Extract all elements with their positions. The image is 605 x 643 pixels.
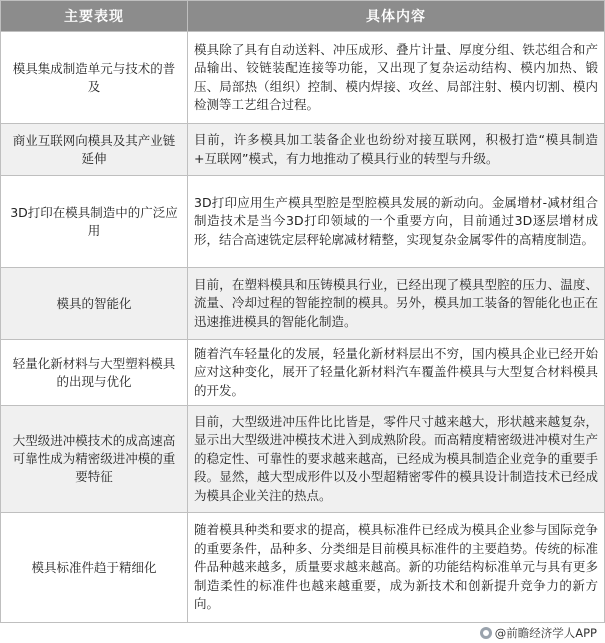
row-title: 3D打印在模具制造中的广泛应用 xyxy=(1,176,188,268)
table-row xyxy=(1,32,605,124)
table-header-row xyxy=(1,1,605,32)
row-content: 模具除了具有自动送料、冲压成形、叠片计量、厚度分组、铁芯组合和产品输出、铰链装配连接等功能，又出现了复杂运动结构、模内加热、锻压、局部热（组织）控制、模内焊接、攻丝、局部注射、模内切割、模内检测等工艺组合过程。 xyxy=(188,32,605,124)
source-text: @前瞻经济学人APP xyxy=(494,626,597,640)
row-content: 3D打印应用生产模具型腔是型腔模具发展的新动向。金属增材-减材组合制造技术是当今3D打印领域的一个重要方向，目前通过3D逐层增材成形，结合高速铣定层秤轮廓减材精整，实现复杂金属零件的高精度制造。 xyxy=(188,176,605,268)
row-title: 大型级进冲模技术的成高速高可靠性成为精密级进冲模的重要特征 xyxy=(1,406,188,513)
table-row xyxy=(1,513,605,623)
row-content: 目前，许多模具加工装备企业也纷纷对接互联网，积极打造“模具制造+互联网”模式，有力地推动了模具行业的转型与升级。 xyxy=(188,124,605,176)
qianzhan-logo-icon xyxy=(480,627,492,639)
row-title: 轻量化新材料与大型塑料模具的出现与优化 xyxy=(1,340,188,406)
row-title: 模具集成制造单元与技术的普及 xyxy=(1,32,188,124)
row-content: 随着汽车轻量化的发展，轻量化新材料层出不穷，国内模具企业已经开始应对这种变化，展开了轻量化新材料汽车覆盖件模具与大型复合材料模具的开发。 xyxy=(188,340,605,406)
table-row xyxy=(1,124,605,176)
row-content: 目前，在塑料模具和压铸模具行业，已经出现了模具型腔的压力、温度、流量、冷却过程的智能控制的模具。另外，模具加工装备的智能化也正在迅速推进模具的智能化制造。 xyxy=(188,268,605,340)
row-title: 商业互联网向模具及其产业链延伸 xyxy=(1,124,188,176)
row-title: 模具标准件趋于精细化 xyxy=(1,513,188,623)
table-row xyxy=(1,340,605,406)
table-row xyxy=(1,406,605,513)
row-content: 随着模具种类和要求的提高，模具标准件已经成为模具企业参与国际竞争的重要条件，品种多、分类细是目前模具标准件的主要趋势。传统的标准件品种越来越多，质量要求越来越高。新的功能结构标准单元与具有更多制造柔性的标准件也越来越重要，成为新技术和创新提升竞争力的新方向。 xyxy=(188,513,605,623)
table-row xyxy=(1,176,605,268)
row-content: 目前，大型级进冲压件比比皆是，零件尺寸越来越大，形状越来越复杂，显示出大型级进冲模技术进入到成熟阶段。而高精度精密级进冲模对生产的稳定性、可靠性的要求越来越高，已经成为模具制造企业竞争的重要手段。显然，越大型成形件以及小型超精密零件的模具设计制造技术已经成为模具企业关注的热点。 xyxy=(188,406,605,513)
header-col-main: 主要表现 xyxy=(1,1,188,32)
table-row xyxy=(1,268,605,340)
source-footer xyxy=(480,623,597,643)
row-title: 模具的智能化 xyxy=(1,268,188,340)
header-col-detail: 具体内容 xyxy=(188,1,605,32)
